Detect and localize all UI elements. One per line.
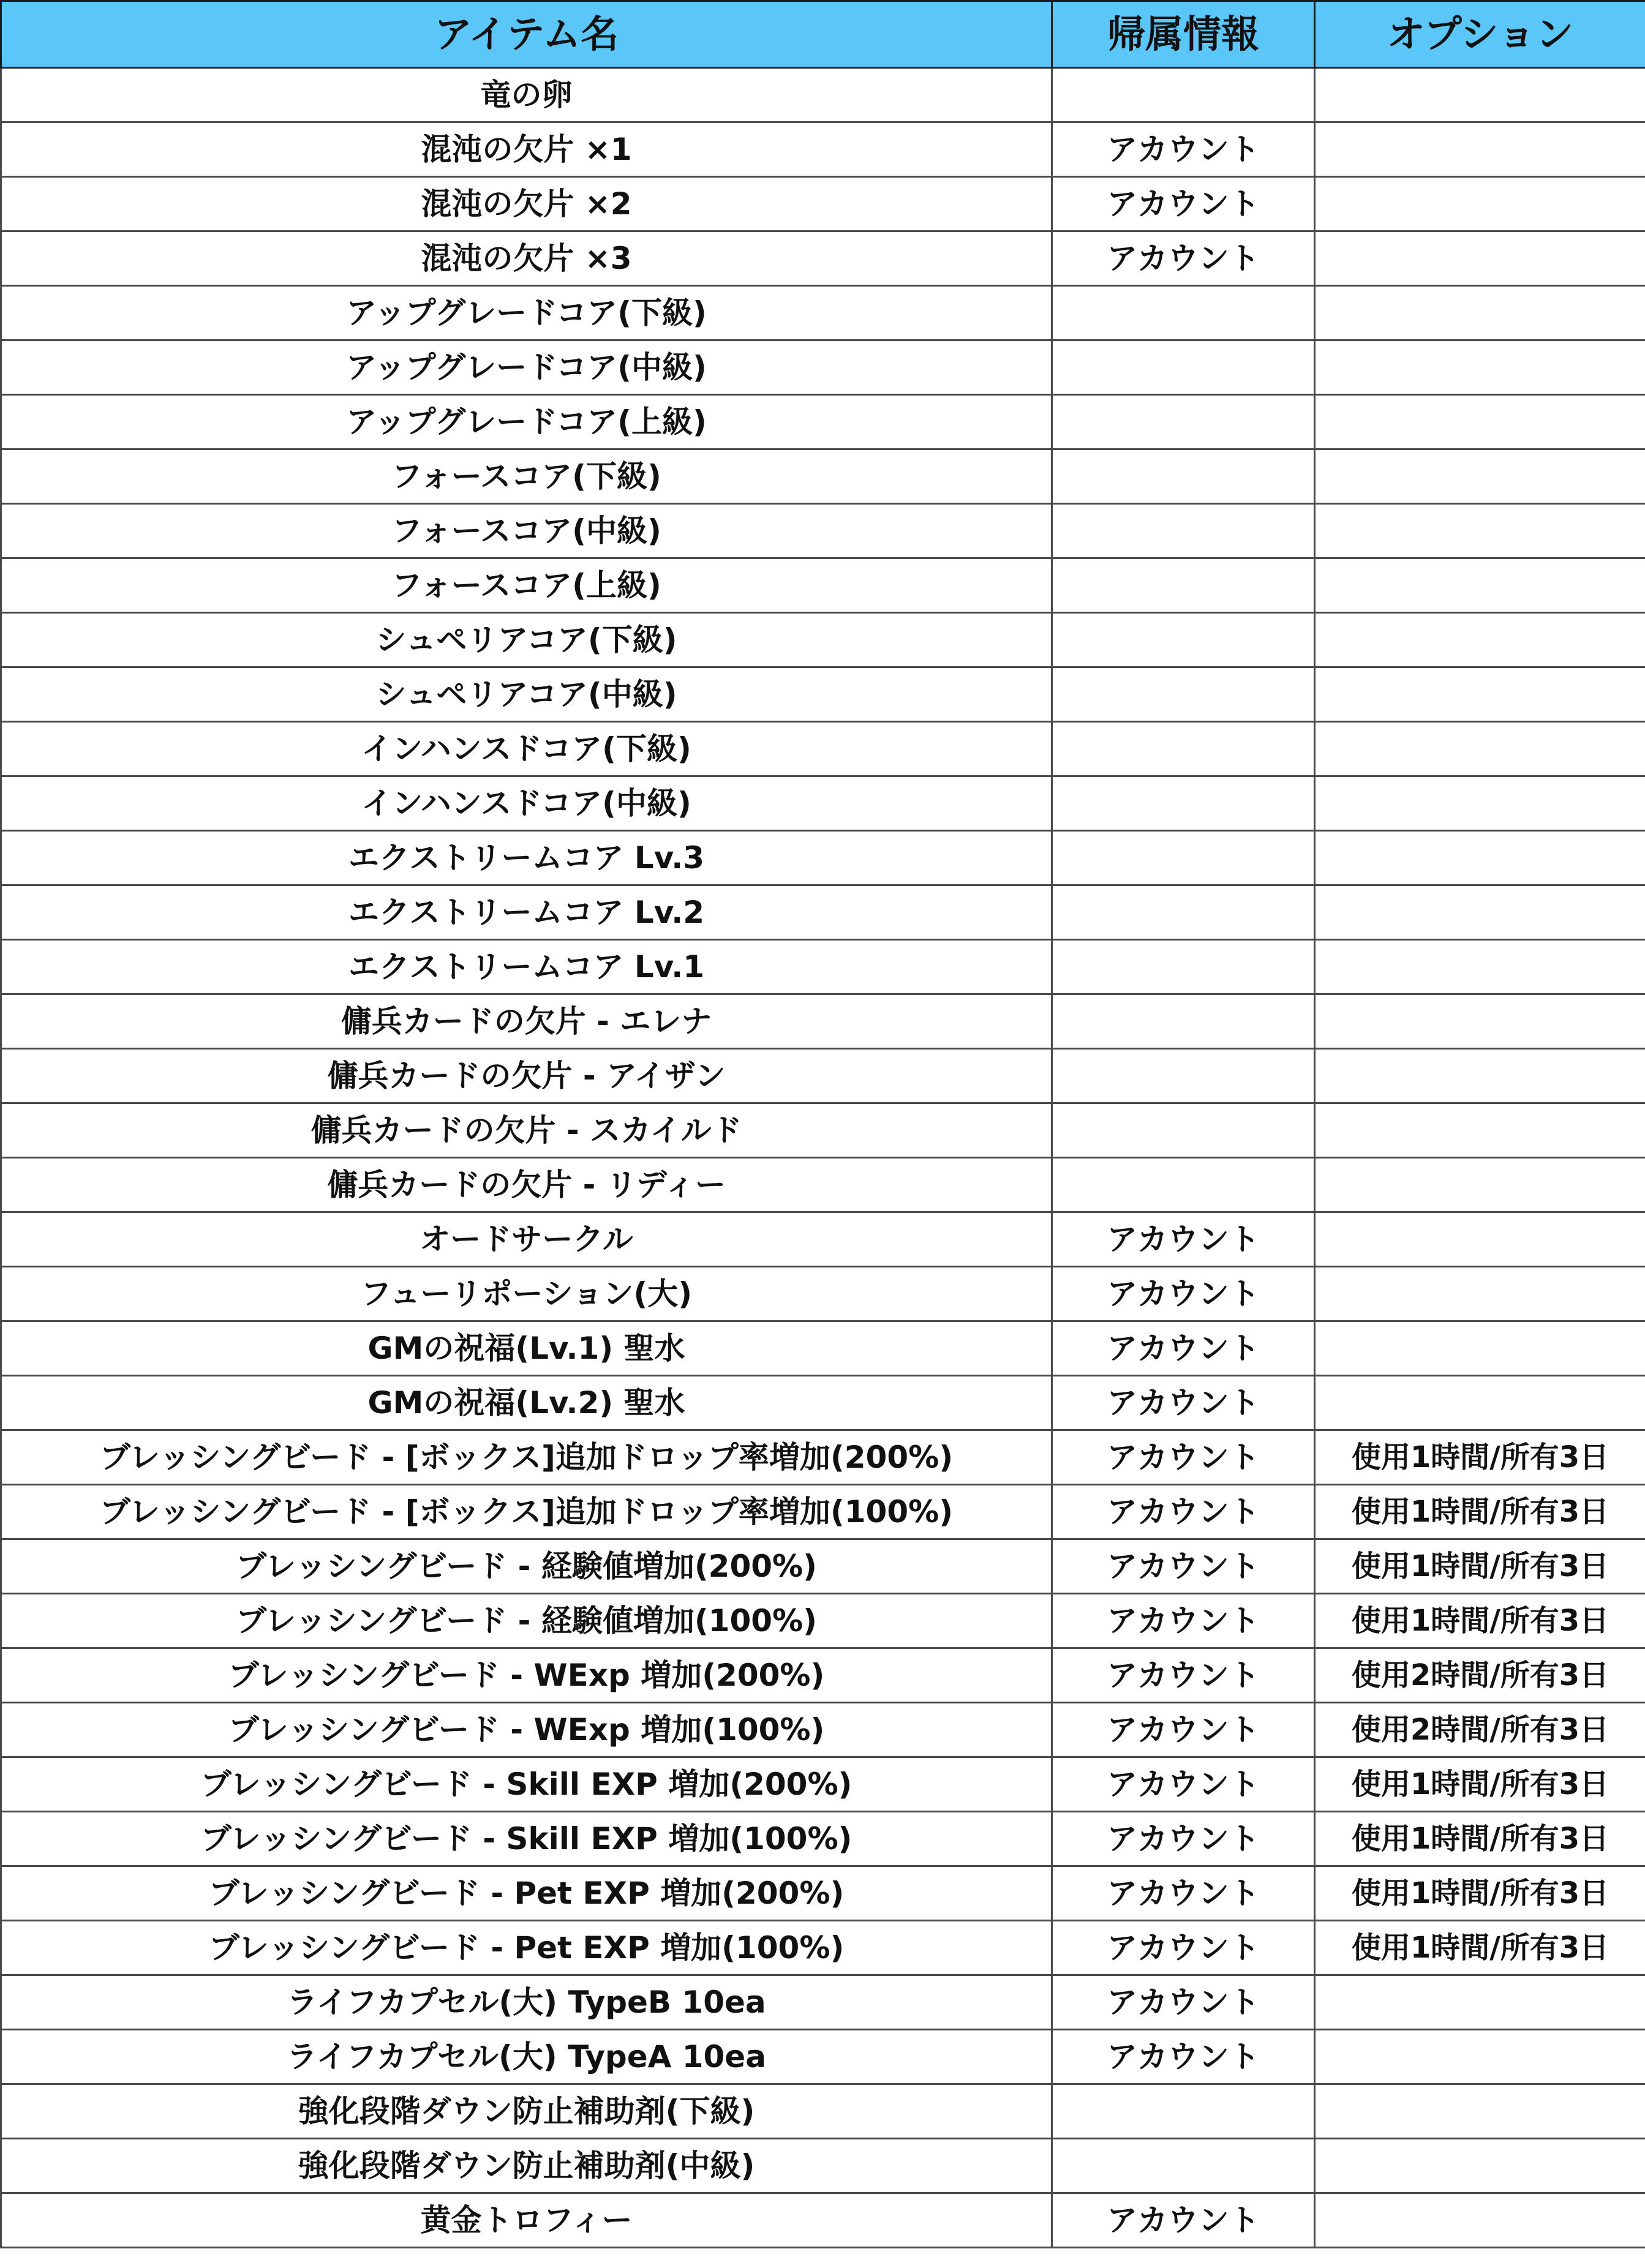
- item-name-cell: ブレッシングビード - WExp 増加(200%): [1, 1648, 1052, 1703]
- option-cell: [1315, 1376, 1645, 1430]
- binding-cell: アカウント: [1052, 1975, 1315, 2030]
- binding-cell: アカウント: [1052, 2030, 1315, 2084]
- item-name-cell: シュペリアコア(下級): [1, 613, 1052, 667]
- item-name-cell: エクストリームコア Lv.1: [1, 940, 1052, 994]
- table-row: [1, 558, 1645, 613]
- item-name-cell: 混沌の欠片 ×3: [1, 231, 1052, 286]
- option-cell: [1315, 449, 1645, 504]
- binding-cell: [1052, 286, 1315, 340]
- option-cell: 使用1時間/所有3日: [1315, 1757, 1645, 1812]
- table-row: [1, 2030, 1645, 2084]
- table-row: [1, 2193, 1645, 2248]
- binding-cell: [1052, 722, 1315, 776]
- binding-cell: アカウント: [1052, 177, 1315, 231]
- table-row: [1, 340, 1645, 395]
- table-row: [1, 1539, 1645, 1594]
- binding-cell: [1052, 885, 1315, 940]
- binding-cell: アカウント: [1052, 1703, 1315, 1757]
- binding-cell: アカウント: [1052, 1812, 1315, 1866]
- binding-cell: [1052, 613, 1315, 667]
- table-row: [1, 776, 1645, 831]
- option-cell: [1315, 1267, 1645, 1321]
- table-row: [1, 1158, 1645, 1212]
- item-name-cell: ブレッシングビード - Pet EXP 増加(200%): [1, 1866, 1052, 1921]
- option-cell: [1315, 885, 1645, 940]
- option-cell: [1315, 68, 1645, 122]
- table-header: [1, 1, 1645, 68]
- table-row: [1, 940, 1645, 994]
- option-cell: [1315, 504, 1645, 558]
- binding-cell: [1052, 395, 1315, 449]
- item-name-cell: 混沌の欠片 ×1: [1, 122, 1052, 177]
- item-name-cell: オードサークル: [1, 1212, 1052, 1267]
- option-cell: [1315, 1975, 1645, 2030]
- item-name-cell: ブレッシングビード - Skill EXP 増加(200%): [1, 1757, 1052, 1812]
- option-cell: 使用1時間/所有3日: [1315, 1921, 1645, 1975]
- option-cell: [1315, 1321, 1645, 1376]
- item-name-cell: 傭兵カードの欠片 - スカイルド: [1, 1103, 1052, 1158]
- item-name-cell: ブレッシングビード - 経験値増加(100%): [1, 1594, 1052, 1648]
- binding-cell: アカウント: [1052, 1921, 1315, 1975]
- option-cell: [1315, 1049, 1645, 1103]
- binding-cell: [1052, 940, 1315, 994]
- table-row: [1, 1267, 1645, 1321]
- item-name-cell: アップグレードコア(上級): [1, 395, 1052, 449]
- option-cell: [1315, 722, 1645, 776]
- table-row: [1, 1648, 1645, 1703]
- option-cell: [1315, 395, 1645, 449]
- table-row: [1, 68, 1645, 122]
- binding-cell: [1052, 1158, 1315, 1212]
- table-row: [1, 1921, 1645, 1975]
- option-cell: 使用2時間/所有3日: [1315, 1648, 1645, 1703]
- binding-cell: [1052, 558, 1315, 613]
- item-name-cell: フューリポーション(大): [1, 1267, 1052, 1321]
- item-name-cell: ブレッシングビード - WExp 増加(100%): [1, 1703, 1052, 1757]
- table-row: [1, 1812, 1645, 1866]
- binding-cell: アカウント: [1052, 1267, 1315, 1321]
- binding-cell: アカウント: [1052, 1648, 1315, 1703]
- table-row: [1, 994, 1645, 1049]
- binding-cell: [1052, 504, 1315, 558]
- item-name-cell: インハンスドコア(中級): [1, 776, 1052, 831]
- binding-cell: [1052, 2139, 1315, 2193]
- item-name-cell: ブレッシングビード - Skill EXP 増加(100%): [1, 1812, 1052, 1866]
- option-cell: [1315, 122, 1645, 177]
- table-row: [1, 504, 1645, 558]
- binding-cell: アカウント: [1052, 1539, 1315, 1594]
- option-cell: 使用1時間/所有3日: [1315, 1430, 1645, 1485]
- header-option: オプション: [1315, 1, 1645, 68]
- table-row: [1, 1212, 1645, 1267]
- binding-cell: [1052, 68, 1315, 122]
- option-cell: 使用1時間/所有3日: [1315, 1812, 1645, 1866]
- item-name-cell: ライフカプセル(大) TypeB 10ea: [1, 1975, 1052, 2030]
- table-row: [1, 1866, 1645, 1921]
- option-cell: 使用1時間/所有3日: [1315, 1866, 1645, 1921]
- table-row: [1, 1430, 1645, 1485]
- table-row: [1, 1376, 1645, 1430]
- item-name-cell: 混沌の欠片 ×2: [1, 177, 1052, 231]
- option-cell: 使用1時間/所有3日: [1315, 1485, 1645, 1539]
- table-row: [1, 286, 1645, 340]
- binding-cell: [1052, 449, 1315, 504]
- item-name-cell: 竜の卵: [1, 68, 1052, 122]
- item-name-cell: エクストリームコア Lv.2: [1, 885, 1052, 940]
- table-row: [1, 2084, 1645, 2139]
- table-row: [1, 1103, 1645, 1158]
- binding-cell: [1052, 1049, 1315, 1103]
- option-cell: [1315, 2084, 1645, 2139]
- table-row: [1, 885, 1645, 940]
- item-name-cell: 傭兵カードの欠片 - アイザン: [1, 1049, 1052, 1103]
- binding-cell: アカウント: [1052, 1212, 1315, 1267]
- option-cell: [1315, 940, 1645, 994]
- item-name-cell: 黄金トロフィー: [1, 2193, 1052, 2248]
- table-row: [1, 122, 1645, 177]
- item-name-cell: GMの祝福(Lv.2) 聖水: [1, 1376, 1052, 1430]
- binding-cell: [1052, 1103, 1315, 1158]
- binding-cell: [1052, 831, 1315, 885]
- item-name-cell: ブレッシングビード - 経験値増加(200%): [1, 1539, 1052, 1594]
- option-cell: [1315, 994, 1645, 1049]
- binding-cell: アカウント: [1052, 2193, 1315, 2248]
- binding-cell: [1052, 667, 1315, 722]
- binding-cell: アカウント: [1052, 1376, 1315, 1430]
- item-name-cell: アップグレードコア(下級): [1, 286, 1052, 340]
- item-name-cell: フォースコア(下級): [1, 449, 1052, 504]
- item-name-cell: 傭兵カードの欠片 - エレナ: [1, 994, 1052, 1049]
- option-cell: [1315, 286, 1645, 340]
- table-row: [1, 722, 1645, 776]
- binding-cell: [1052, 340, 1315, 395]
- item-name-cell: シュペリアコア(中級): [1, 667, 1052, 722]
- item-name-cell: ライフカプセル(大) TypeA 10ea: [1, 2030, 1052, 2084]
- option-cell: [1315, 177, 1645, 231]
- item-name-cell: エクストリームコア Lv.3: [1, 831, 1052, 885]
- binding-cell: [1052, 2084, 1315, 2139]
- option-cell: [1315, 1212, 1645, 1267]
- binding-cell: [1052, 994, 1315, 1049]
- header-binding: 帰属情報: [1052, 1, 1315, 68]
- table-row: [1, 613, 1645, 667]
- binding-cell: アカウント: [1052, 1485, 1315, 1539]
- option-cell: [1315, 1158, 1645, 1212]
- option-cell: [1315, 2139, 1645, 2193]
- table-row: [1, 831, 1645, 885]
- option-cell: 使用1時間/所有3日: [1315, 1594, 1645, 1648]
- option-cell: [1315, 2193, 1645, 2248]
- header-row: [1, 1, 1645, 68]
- table-row: [1, 231, 1645, 286]
- option-cell: [1315, 613, 1645, 667]
- option-cell: [1315, 2030, 1645, 2084]
- option-cell: 使用2時間/所有3日: [1315, 1703, 1645, 1757]
- binding-cell: アカウント: [1052, 231, 1315, 286]
- binding-cell: アカウント: [1052, 1757, 1315, 1812]
- table-row: [1, 177, 1645, 231]
- table-row: [1, 1321, 1645, 1376]
- item-name-cell: 強化段階ダウン防止補助剤(中級): [1, 2139, 1052, 2193]
- table-row: [1, 1757, 1645, 1812]
- option-cell: [1315, 340, 1645, 395]
- table-row: [1, 1975, 1645, 2030]
- item-name-cell: インハンスドコア(下級): [1, 722, 1052, 776]
- binding-cell: アカウント: [1052, 1430, 1315, 1485]
- binding-cell: アカウント: [1052, 1866, 1315, 1921]
- item-name-cell: 強化段階ダウン防止補助剤(下級): [1, 2084, 1052, 2139]
- binding-cell: アカウント: [1052, 122, 1315, 177]
- item-name-cell: 傭兵カードの欠片 - リディー: [1, 1158, 1052, 1212]
- option-cell: [1315, 558, 1645, 613]
- header-item-name: アイテム名: [1, 1, 1052, 68]
- option-cell: 使用1時間/所有3日: [1315, 1539, 1645, 1594]
- option-cell: [1315, 667, 1645, 722]
- option-cell: [1315, 831, 1645, 885]
- binding-cell: [1052, 776, 1315, 831]
- binding-cell: アカウント: [1052, 1594, 1315, 1648]
- table-row: [1, 1049, 1645, 1103]
- table-row: [1, 1703, 1645, 1757]
- item-name-cell: フォースコア(上級): [1, 558, 1052, 613]
- table-row: [1, 2139, 1645, 2193]
- item-name-cell: フォースコア(中級): [1, 504, 1052, 558]
- table-row: [1, 449, 1645, 504]
- item-name-cell: ブレッシングビード - [ボックス]追加ドロップ率増加(100%): [1, 1485, 1052, 1539]
- option-cell: [1315, 1103, 1645, 1158]
- option-cell: [1315, 231, 1645, 286]
- item-name-cell: アップグレードコア(中級): [1, 340, 1052, 395]
- table-row: [1, 395, 1645, 449]
- table-row: [1, 1485, 1645, 1539]
- option-cell: [1315, 776, 1645, 831]
- binding-cell: アカウント: [1052, 1321, 1315, 1376]
- item-name-cell: GMの祝福(Lv.1) 聖水: [1, 1321, 1052, 1376]
- table-row: [1, 1594, 1645, 1648]
- item-name-cell: ブレッシングビード - [ボックス]追加ドロップ率増加(200%): [1, 1430, 1052, 1485]
- table-body: [1, 68, 1645, 2248]
- item-name-cell: ブレッシングビード - Pet EXP 増加(100%): [1, 1921, 1052, 1975]
- table-row: [1, 667, 1645, 722]
